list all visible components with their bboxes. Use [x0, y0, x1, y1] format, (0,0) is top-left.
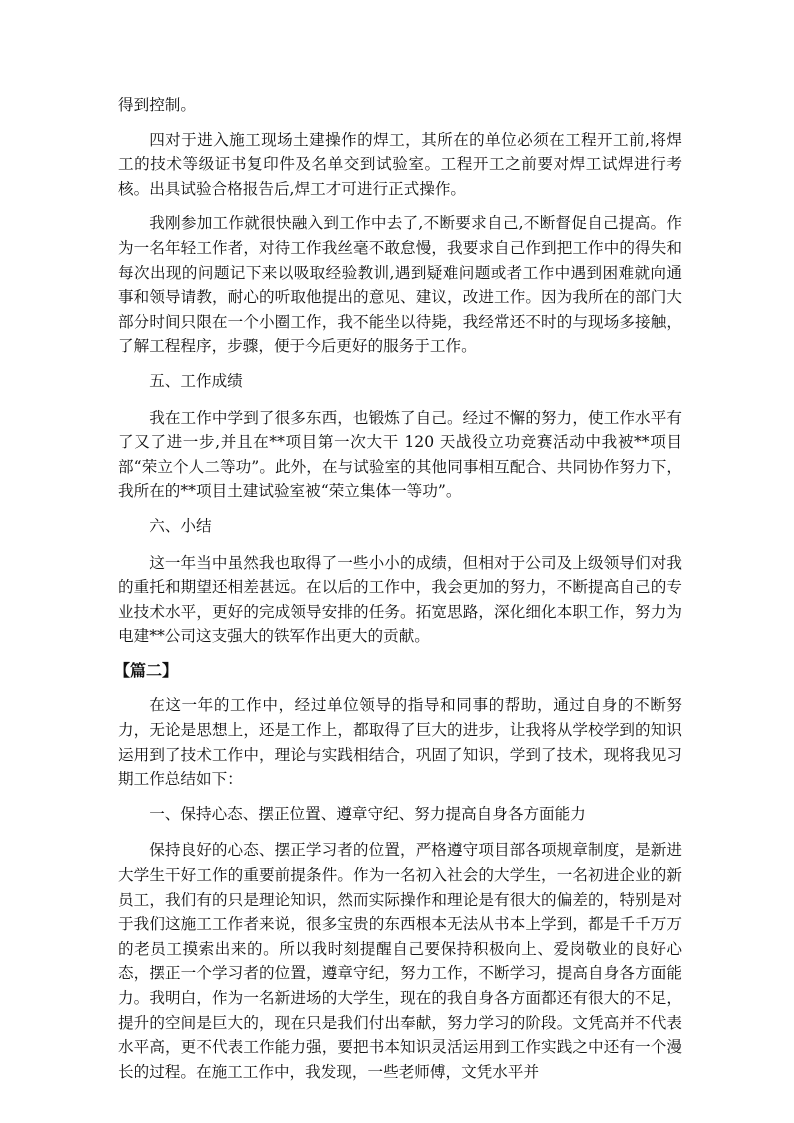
paragraph-welder-rules: 四对于进入施工现场土建操作的焊工，其所在的单位必须在工程开工前,将焊工的技术等级证书复印件及名单交到试验室。工程开工之前要对焊工试焊进行考核。出具试验合格报告后,焊工才可进行正式操作。: [118, 130, 682, 198]
paragraph-intro-part-two: 在这一年的工作中，经过单位领导的指导和同事的帮助，通过自身的不断努力，无论是思想上，还是工作上，都取得了巨大的进步，让我将从学校学到的知识运用到了技术工作中，理论与实践相结合，巩固了知识，学到了技术，现将我见习期工作总结如下：: [118, 696, 682, 789]
paragraph-summary: 这一年当中虽然我也取得了一些小小的成绩，但相对于公司及上级领导们对我的重托和期望还相差甚远。在以后的工作中，我会更加的努力，不断提高自己的专业技术水平，更好的完成领导安排的任务。拓宽思路，深化细化本职工作，努力为电建**公司这支强大的铁军作出更大的贡献。: [118, 553, 682, 646]
heading-summary: 六、小结: [149, 516, 212, 535]
document-page: [114, 93, 682, 1094]
paragraph-achievements: 我在工作中学到了很多东西，也锻炼了自己。经过不懈的努力，使工作水平有了又了进一步,并且在**项目第一次大干 120 天战役立功竞赛活动中我被**项目部“荣立个人二等功”。此外，在与试验室的其他同事相互配合、共同协作努力下，我所在的**项目土建试验室被“荣立集体一等功”。: [118, 408, 682, 501]
paragraph-attitude-details: 保持良好的心态、摆正学习者的位置，严格遵守项目部各项规章制度，是新进大学生干好工作的重要前提条件。作为一名初入社会的大学生，一名初进企业的新员工，我们有的只是理论知识，然而实际操作和理论是有很大的偏差的，特别是对于我们这施工工作者来说，很多宝贵的东西根本无法从书本上学到，都是千千万万的老员工摸索出来的。所以我时刻提醒自己要保持积极向上、爱岗敬业的良好心态，摆正一个学习者的位置，遵章守纪，努力工作，不断学习，提高自身各方面能力。我明白，作为一名新进场的大学生，现在的我自身各方面都还有很大的不足，提升的空间是巨大的，现在只是我们付出奉献，努力学习的阶段。文凭高并不代表水平高，更不代表工作能力强，要把书本知识灵活运用到工作实践之中还有一个漫长的过程。在施工工作中，我发现，一些老师傅，文凭水平并: [118, 841, 682, 1081]
paragraph-work-attitude: 我刚参加工作就很快融入到工作中去了,不断要求自己,不断督促自己提高。作为一名年轻工作者，对待工作我丝毫不敢怠慢，我要求自己作到把工作中的得失和每次出现的问题记下来以吸取经验教训,遇到疑难问题或者工作中遇到困难就向通事和领导请教，耐心的听取他提出的意见、建议，改进工作。因为我所在的部门大部分时间只限在一个小圈工作，我不能坐以待毙，我经常还不时的与现场多接触，了解工程程序，步骤，便于今后更好的服务于工作。: [118, 214, 682, 356]
heading-achievements: 五、工作成绩: [149, 371, 243, 390]
heading-attitude-position: 一、保持心态、摆正位置、遵章守纪、努力提高自身各方面能力: [149, 804, 586, 823]
section-title-part-two: 【篇二】: [114, 660, 179, 680]
paragraph-fragment: 得到控制。: [118, 96, 196, 114]
